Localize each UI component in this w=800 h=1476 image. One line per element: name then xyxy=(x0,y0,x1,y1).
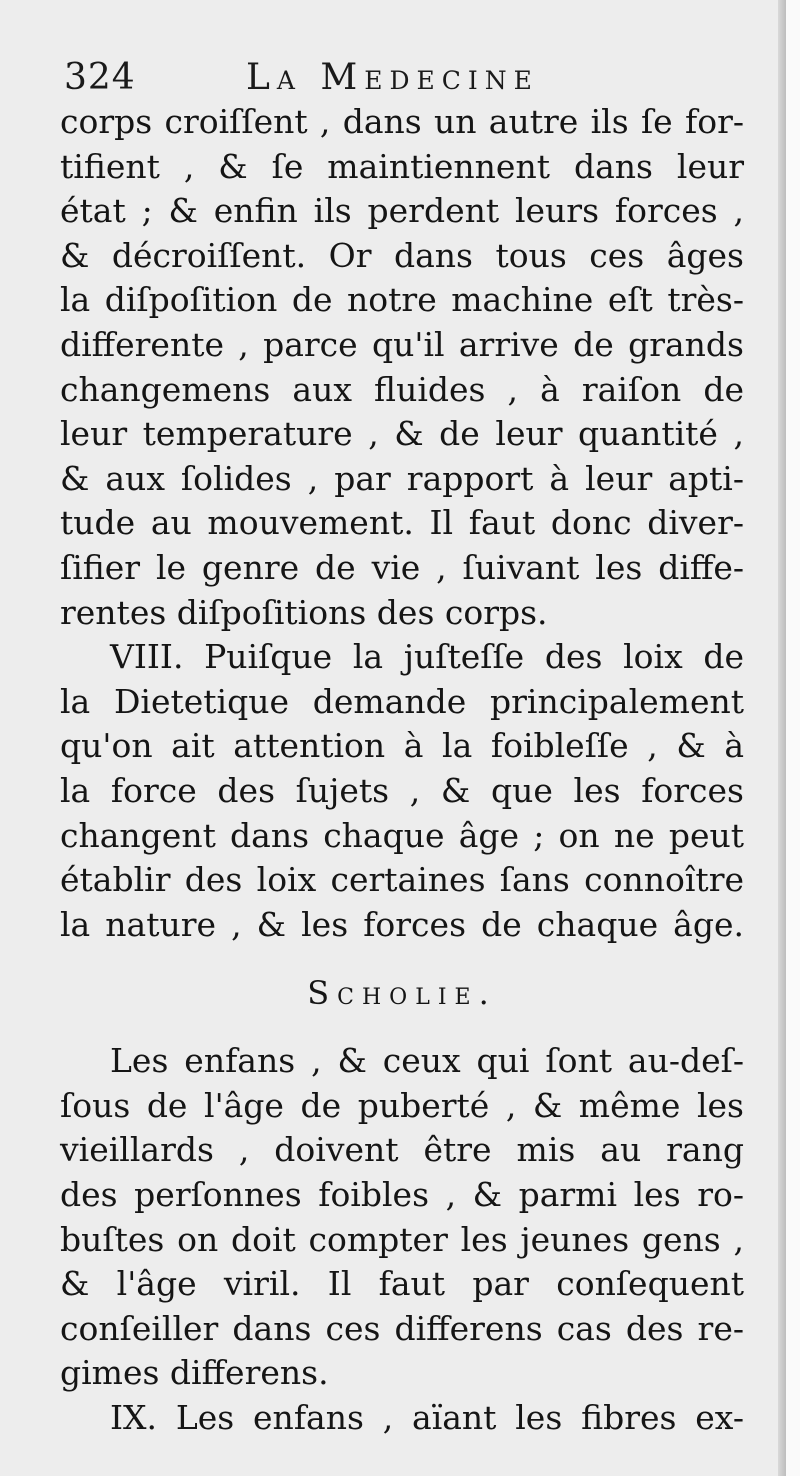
text-line: & l'âge viril. Il faut par conſequent xyxy=(60,1264,744,1304)
text-line: ſifier le genre de vie , ſuivant les diffe- xyxy=(60,547,744,587)
text-line: changent dans chaque âge ; on ne peut xyxy=(60,815,744,855)
text-line: la force des ſujets , & que les forces xyxy=(60,770,744,810)
text-line: ſous de l'âge de puberté , & même les xyxy=(60,1085,744,1125)
text-line: VIII. Puiſque la juſteſſe des loix de xyxy=(110,637,744,677)
text-line: des perſonnes foibles , & parmi les ro- xyxy=(60,1175,744,1215)
text-line: gimes differens. xyxy=(60,1353,329,1393)
text-line: tude au mouvement. Il faut donc diver- xyxy=(60,503,744,543)
text-line: vieillards , doivent être mis au rang xyxy=(60,1130,744,1170)
section-heading: Scholie. xyxy=(307,974,497,1013)
text-line: Les enfans , & ceux qui ſont au-deſ- xyxy=(110,1041,744,1081)
text-line: qu'on ait attention à la foibleſſe , & à xyxy=(60,726,744,766)
text-line: & aux ſolides , par rapport à leur apti- xyxy=(60,458,744,498)
text-line: la Dietetique demande principalement xyxy=(60,681,744,721)
page-number: 324 xyxy=(64,57,136,98)
page-header xyxy=(60,45,740,101)
text-line: changemens aux fluides , à raiſon de xyxy=(60,369,744,409)
text-line: état ; & enfin ils perdent leurs forces , xyxy=(60,191,744,231)
page-text xyxy=(60,100,744,1441)
paragraph-viii xyxy=(60,635,744,947)
paragraph-continuation xyxy=(60,100,744,635)
paragraph-ix xyxy=(60,1396,744,1441)
text-line: & décroiſſent. Or dans tous ces âges xyxy=(60,235,744,275)
text-line: la nature , & les forces de chaque âge. xyxy=(60,904,744,944)
text-line: tifient , & ſe maintiennent dans leur xyxy=(60,146,744,186)
page-margin-edge xyxy=(786,0,800,1476)
text-line: IX. Les enfans , aïant les fibres ex- xyxy=(110,1398,744,1438)
page-edge-shadow xyxy=(778,0,786,1476)
text-line: corps croiſſent , dans un autre ils ſe for- xyxy=(60,102,744,141)
running-title: La Medecine xyxy=(246,57,539,98)
text-line: la diſpoſition de notre machine eſt très- xyxy=(60,280,744,320)
text-line: rentes diſpoſitions des corps. xyxy=(60,592,548,632)
paragraph-scholie xyxy=(60,1039,744,1396)
text-line: conſeiller dans ces differens cas des re- xyxy=(60,1308,744,1348)
text-line: leur temperature , & de leur quantité , xyxy=(60,414,744,454)
text-line: buſtes on doit compter les jeunes gens , xyxy=(60,1219,744,1259)
text-line: établir des loix certaines ſans connoître xyxy=(60,860,744,900)
text-line: differente , parce qu'il arrive de grands xyxy=(60,324,744,364)
